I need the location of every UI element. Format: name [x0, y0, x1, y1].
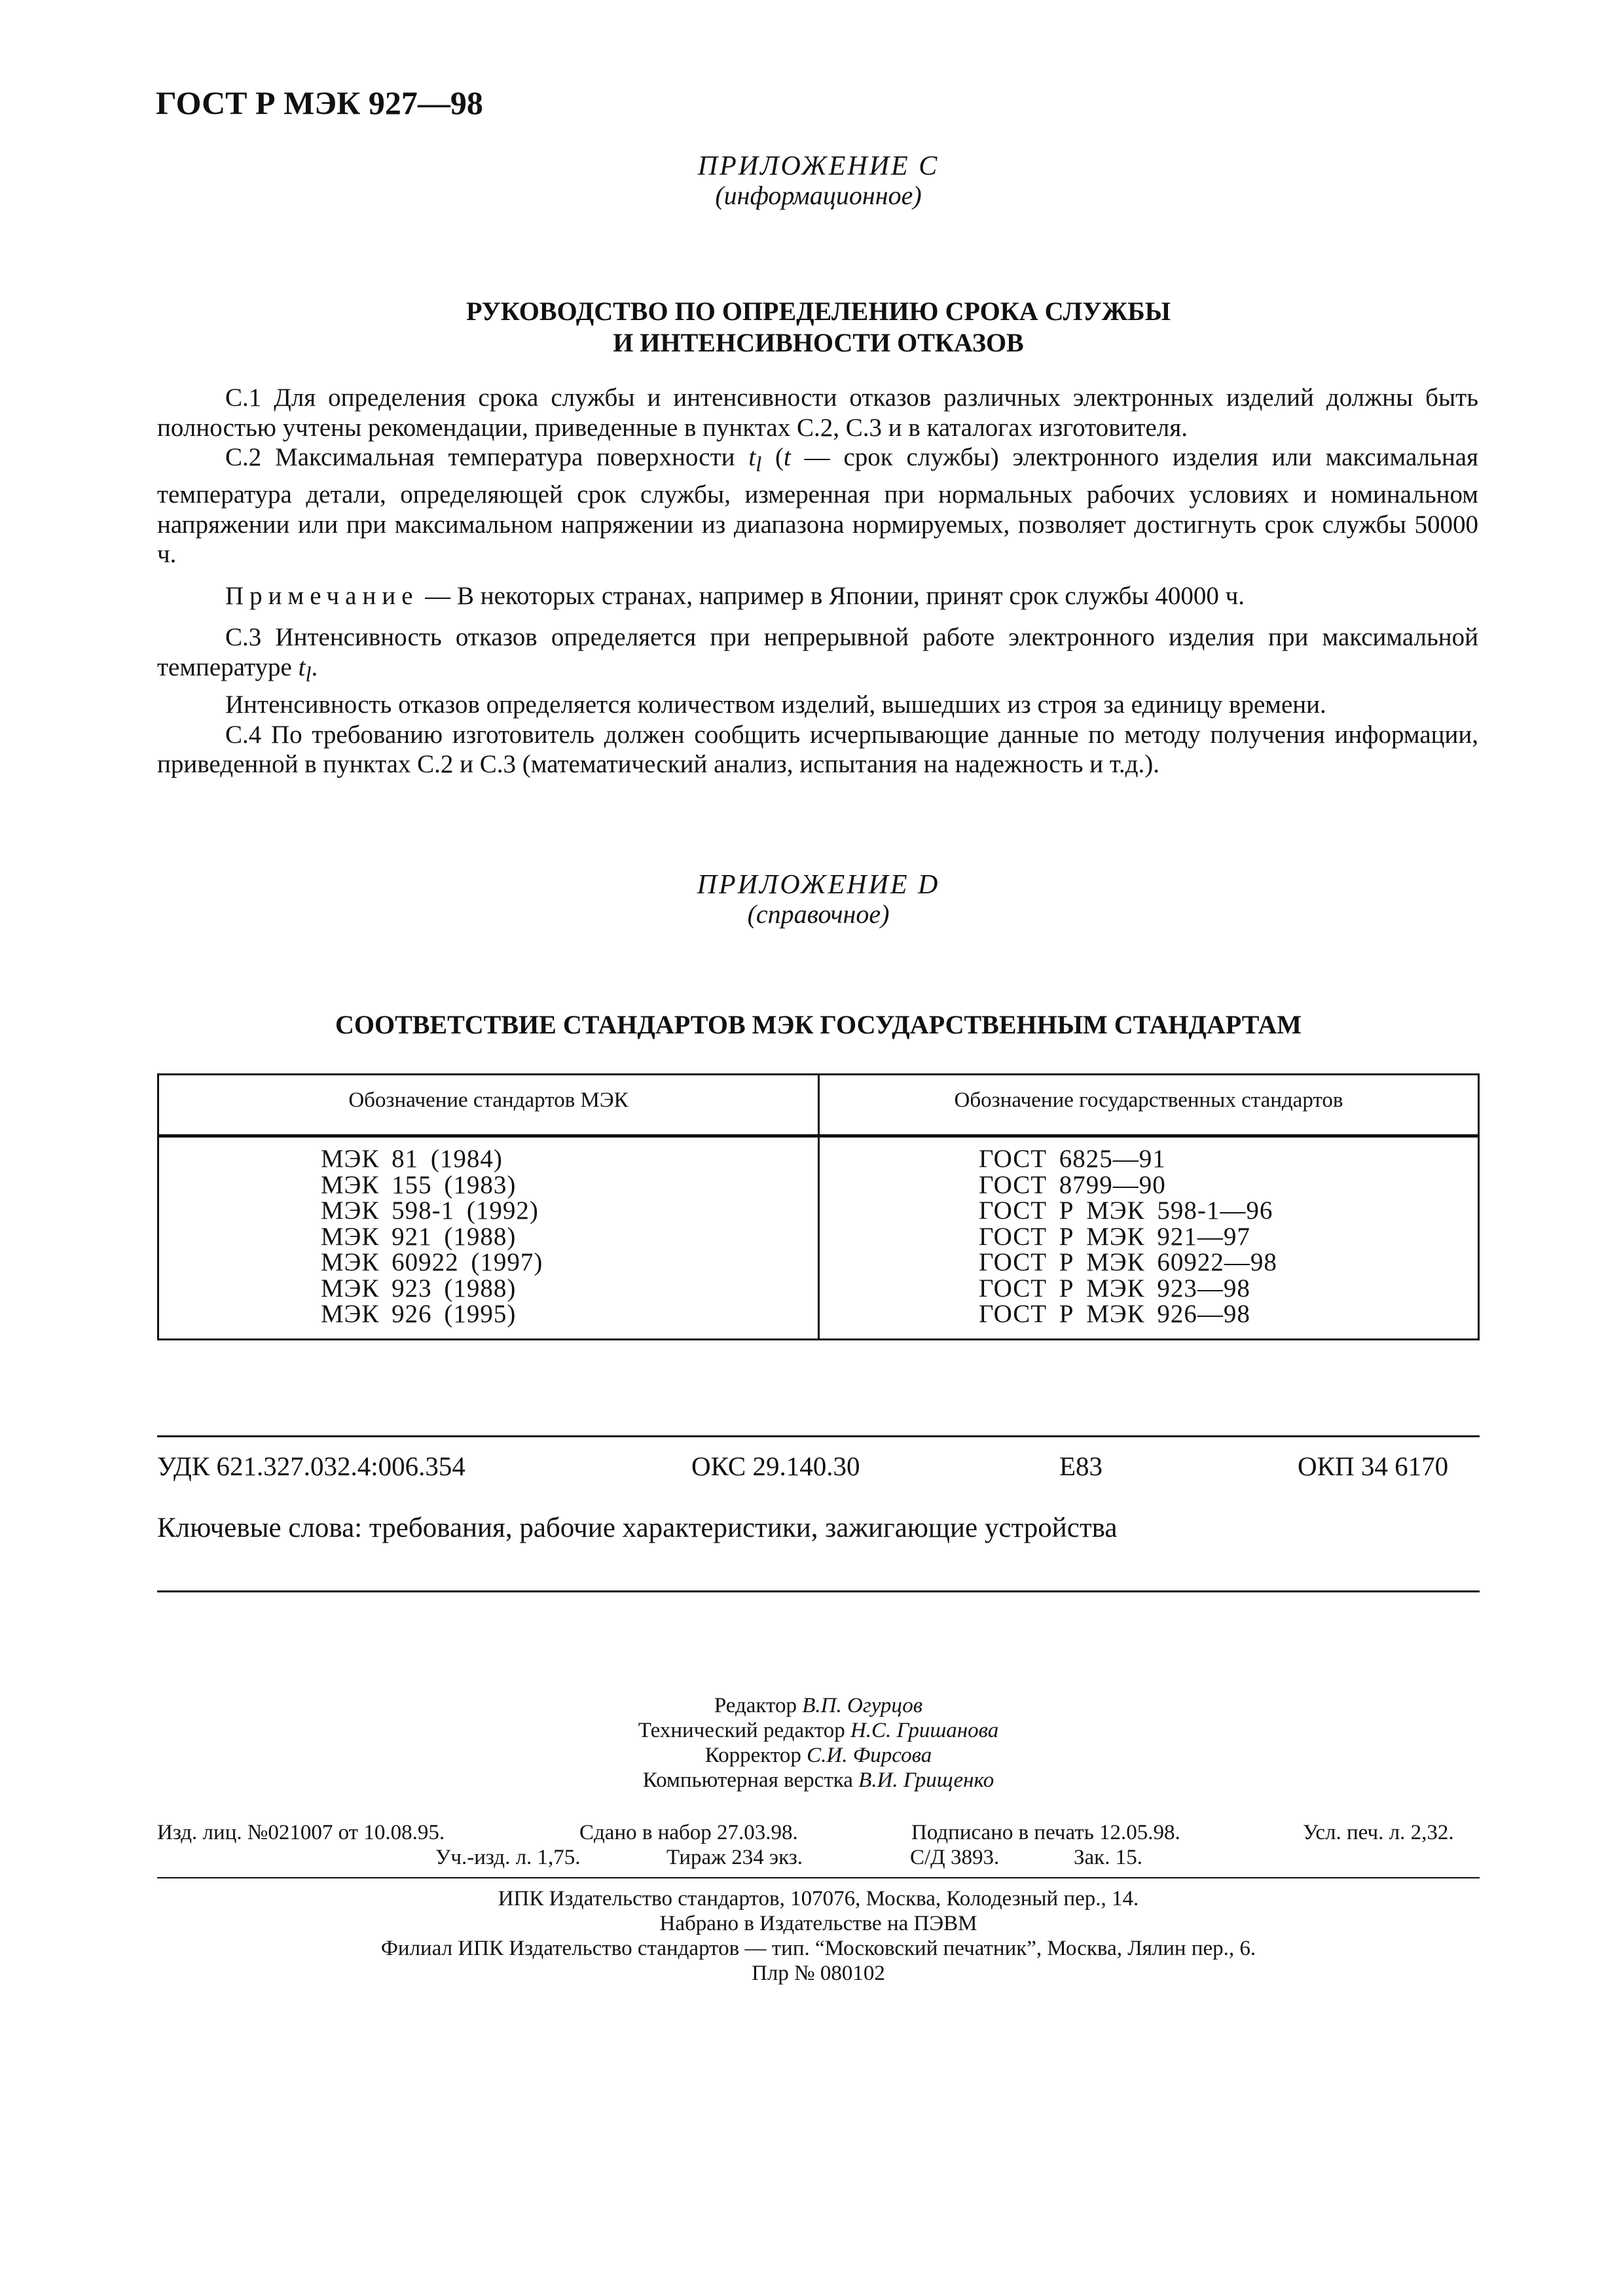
imprint-line1: ИПК Издательство стандартов, 107076, Москва, Колодезный пер., 14. — [498, 1887, 1139, 1910]
note — [157, 581, 1478, 611]
note-text: — В некоторых странах, например в Японии, принят срок службы 40000 ч. — [418, 581, 1245, 610]
classification-bottom-rule — [157, 1590, 1480, 1592]
clause-c3-symbol-t: t — [298, 653, 306, 681]
appendix-c-status: (информационное) — [715, 181, 922, 210]
clause-c2-symbol-sub: l — [756, 452, 762, 476]
imprint-line2: Набрано в Издательстве на ПЭВМ — [659, 1912, 977, 1935]
clause-c3 — [157, 622, 1478, 690]
table-column-divider — [818, 1075, 820, 1338]
imprint-line3: Филиал ИПК Издательство стандартов — тип. “Московский печатник”, Москва, Лялин пер., 6. — [380, 1937, 1256, 1960]
clause-c3-symbol-sub: l — [305, 662, 312, 687]
clause-c2-symbol-t2: t — [784, 443, 791, 471]
udk-code: УДК 621.327.032.4:006.354 — [157, 1451, 465, 1481]
pub-print-run: Тираж 234 экз. — [666, 1846, 803, 1869]
credit-editor-label: Редактор — [714, 1694, 803, 1717]
credit-corrector — [157, 1743, 1480, 1768]
pub-sd: С/Д 3893. — [910, 1846, 1000, 1869]
standards-table — [157, 1073, 1480, 1340]
table-column-iec: МЭК 81 (1984) МЭК 155 (1983) МЭК 598-1 (1992) МЭК 921 (1988) МЭК 60922 (1997) МЭК 923 (1988) МЭК 926 (1995) — [321, 1145, 543, 1328]
e-code: Е83 — [1059, 1451, 1103, 1481]
pub-signed: Подписано в печать 12.05.98. — [911, 1821, 1180, 1844]
pub-pages: Усл. печ. л. 2,32. — [1303, 1821, 1454, 1844]
credit-layout — [157, 1768, 1480, 1793]
oks-code: ОКС 29.140.30 — [691, 1451, 860, 1481]
clause-c4: С.4 По требованию изготовитель должен сообщить исчерпывающие данные по методу получения информации, приведенной в пунктах С.2 и С.3 (математический анализ, испытания на надежность и т.д.). — [157, 720, 1478, 779]
appendix-c-title-line1: РУКОВОДСТВО ПО ОПРЕДЕЛЕНИЮ СРОКА СЛУЖБЫ — [466, 296, 1171, 326]
clause-c2 — [157, 442, 1478, 569]
table-header-gost: Обозначение государственных стандартов — [954, 1088, 1343, 1112]
okp-code: ОКП 34 6170 — [1298, 1451, 1449, 1481]
table-column-gost: ГОСТ 6825—91 ГОСТ 8799—90 ГОСТ Р МЭК 598-1—96 ГОСТ Р МЭК 921—97 ГОСТ Р МЭК 60922—98 ГОСТ Р МЭК 923—98 ГОСТ Р МЭК 926—98 — [979, 1145, 1277, 1328]
keywords: Ключевые слова: требования, рабочие характеристики, зажигающие устройства — [157, 1513, 1118, 1543]
table-header-rule — [159, 1134, 1478, 1138]
credit-editor — [157, 1693, 1480, 1718]
credit-tech-editor-name: Н.С. Гришанова — [850, 1719, 999, 1742]
credit-tech-editor-label: Технический редактор — [638, 1719, 850, 1742]
pub-license: Изд. лиц. №021007 от 10.08.95. — [157, 1821, 445, 1844]
appendix-c-body — [157, 383, 1478, 780]
credit-editor-name: В.П. Огурцов — [802, 1694, 923, 1717]
note-label: Примечание — [225, 581, 419, 610]
clause-c2-text-a: С.2 Максимальная температура поверхности — [225, 443, 749, 471]
credit-layout-name: В.И. Грищенко — [858, 1768, 994, 1792]
appendix-c-title-line2: И ИНТЕНСИВНОСТИ ОТКАЗОВ — [613, 328, 1024, 357]
credit-layout-label: Компьютерная верстка — [642, 1768, 859, 1792]
clause-c2-text-c: — срок службы) электронного изделия или максимальная температура детали, определяющей срок службы, измеренная при нормальных рабочих условиях и номинальном напряжении или при максимальном напряжении из диапазона нормируемых, позволяет достигнуть срок службы 50000 ч. — [157, 443, 1478, 569]
classification-top-rule — [157, 1435, 1480, 1437]
appendix-d-label: ПРИЛОЖЕНИЕ D — [697, 870, 940, 900]
clause-c2-symbol-t: t — [748, 443, 756, 471]
table-header-iec: Обозначение стандартов МЭК — [348, 1088, 629, 1112]
pub-pages2: Уч.-изд. л. 1,75. — [435, 1846, 581, 1869]
clause-c3-paragraph2: Интенсивность отказов определяется количеством изделий, вышедших из строя за единицу времени. — [225, 691, 1326, 719]
credit-tech-editor — [157, 1718, 1480, 1743]
credit-corrector-label: Корректор — [704, 1744, 807, 1767]
imprint-line4: Плр № 080102 — [752, 1962, 885, 1985]
credit-corrector-name: С.И. Фирсова — [807, 1744, 932, 1767]
appendix-c-label: ПРИЛОЖЕНИЕ С — [697, 151, 939, 181]
clause-c3-text-b: . — [311, 653, 318, 681]
document-header: ГОСТ Р МЭК 927—98 — [156, 84, 483, 121]
clause-c2-text-b: ( — [761, 443, 784, 471]
pub-order: Зак. 15. — [1074, 1846, 1142, 1869]
pub-submitted: Сдано в набор 27.03.98. — [579, 1821, 798, 1844]
clause-c3-text-a: С.3 Интенсивность отказов определяется при непрерывной работе электронного изделия при максимальной температуре — [157, 623, 1478, 681]
imprint-rule — [157, 1877, 1480, 1878]
clause-c1: С.1 Для определения срока службы и интенсивности отказов различных электронных изделий должны быть полностью учтены рекомендации, приведенные в пунктах С.2, С.3 и в каталогах изготовителя. — [157, 384, 1478, 442]
appendix-d-status: (справочное) — [747, 899, 890, 929]
appendix-d-title: СООТВЕТСТВИЕ СТАНДАРТОВ МЭК ГОСУДАРСТВЕННЫМ СТАНДАРТАМ — [335, 1010, 1302, 1039]
